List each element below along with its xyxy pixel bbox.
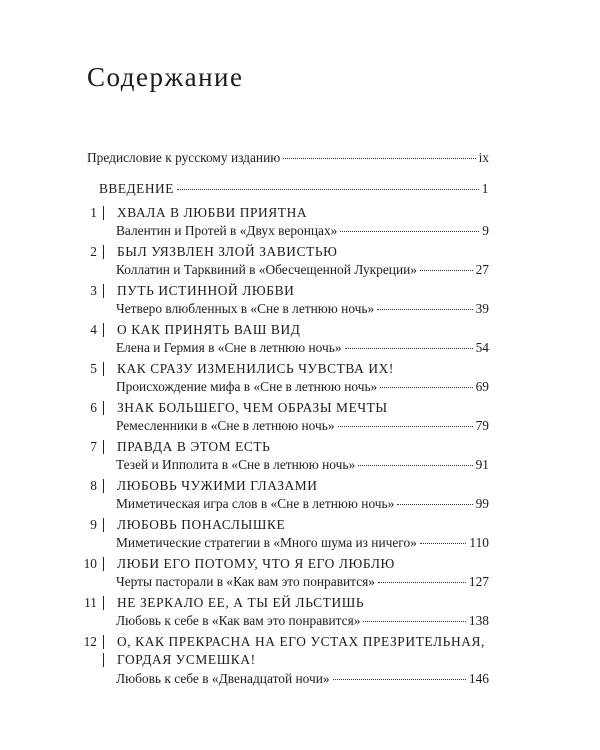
- chapter-title: ПУТЬ ИСТИННОЙ ЛЮБВИ: [117, 283, 295, 298]
- chapter-number: 3: [90, 283, 97, 298]
- chapter-title: ПРАВДА В ЭТОМ ЕСТЬ: [117, 439, 271, 454]
- toc-page-number: ix: [478, 150, 489, 165]
- dot-leader: [338, 425, 473, 427]
- chapter-subtitle-text: Миметические стратегии в «Много шума из ничего»: [116, 535, 417, 550]
- toc-page-number: 91: [475, 457, 489, 472]
- chapter-subtitle-text: Происхождение мифа в «Сне в летнюю ночь»: [116, 379, 378, 394]
- chapter-subtitle: [116, 262, 489, 278]
- toc-entry-text: Предисловие к русскому изданию: [87, 150, 281, 165]
- chapter-subtitle-text: Любовь к себе в «Двенадцатой ночи»: [116, 671, 330, 686]
- chapter-subtitle-text: Четверо влюбленных в «Сне в летнюю ночь»: [116, 301, 375, 316]
- chapter-subtitle: [116, 301, 489, 317]
- separator-bar: [103, 440, 104, 454]
- chapter-number: 11: [84, 595, 97, 610]
- chapter-number: 10: [83, 556, 97, 571]
- chapter-subtitle: [116, 340, 489, 356]
- dot-leader: [283, 157, 475, 159]
- chapter-number: 4: [90, 322, 97, 337]
- chapter-subtitle-text: Черты пасторали в «Как вам это понравится»: [116, 574, 375, 589]
- dot-leader: [333, 678, 466, 680]
- chapter-number: 8: [90, 478, 97, 493]
- dot-leader: [363, 620, 465, 622]
- toc-entry-preface[interactable]: [87, 150, 489, 166]
- chapter-subtitle-text: Тезей и Ипполита в «Сне в летнюю ночь»: [116, 457, 356, 472]
- chapter-title: БЫЛ УЯЗВЛЕН ЗЛОЙ ЗАВИСТЬЮ: [117, 244, 338, 259]
- toc-page-number: 9: [482, 223, 489, 238]
- chapter-subtitle-text: Коллатин и Тарквиний в «Обесчещенной Лукреции»: [116, 262, 417, 277]
- toc-page-number: 1: [481, 181, 489, 196]
- toc-page-number: 138: [468, 613, 489, 628]
- chapter-number: 7: [90, 439, 97, 454]
- chapter-subtitle-text: Ремесленники в «Сне в летнюю ночь»: [116, 418, 335, 433]
- separator-bar: [103, 557, 104, 571]
- chapter-title: НЕ ЗЕРКАЛО ЕЕ, А ТЫ ЕЙ ЛЬСТИШЬ: [117, 595, 365, 610]
- chapter-subtitle: [116, 671, 489, 687]
- chapter-subtitle: [116, 574, 489, 590]
- toc-entry-text: ВВЕДЕНИЕ: [99, 181, 174, 196]
- separator-bar: [103, 518, 104, 532]
- toc-page-number: 39: [475, 301, 489, 316]
- page-title: Содержание: [87, 62, 244, 92]
- dot-leader: [358, 464, 472, 466]
- chapter-number: 2: [90, 244, 97, 259]
- separator-bar: [103, 479, 104, 493]
- dot-leader: [397, 503, 472, 505]
- separator-bar: [103, 206, 104, 220]
- toc-page-number: 110: [469, 535, 489, 550]
- dot-leader: [380, 386, 472, 388]
- chapter-subtitle: [116, 379, 489, 395]
- chapter-number: 9: [90, 517, 97, 532]
- chapter-subtitle: [116, 457, 489, 473]
- chapter-title-continued: ГОРДАЯ УСМЕШКА!: [117, 652, 256, 667]
- separator-bar: [103, 245, 104, 259]
- dot-leader: [177, 188, 479, 190]
- toc-page-number: 79: [475, 418, 489, 433]
- toc-page-number: 99: [475, 496, 489, 511]
- dot-leader: [420, 542, 467, 544]
- dot-leader: [345, 347, 473, 349]
- chapter-title: КАК СРАЗУ ИЗМЕНИЛИСЬ ЧУВСТВА ИХ!: [117, 361, 394, 376]
- chapter-subtitle: [116, 613, 489, 629]
- chapter-title: ЗНАК БОЛЬШЕГО, ЧЕМ ОБРАЗЫ МЕЧТЫ: [117, 400, 388, 415]
- separator-bar: [103, 362, 104, 376]
- chapter-subtitle-text: Елена и Гермия в «Сне в летнюю ночь»: [116, 340, 342, 355]
- separator-bar: [103, 635, 104, 649]
- chapter-number: 6: [90, 400, 97, 415]
- separator-bar: [103, 323, 104, 337]
- chapter-subtitle: [116, 535, 489, 551]
- chapter-title: ЛЮБОВЬ ПОНАСЛЫШКЕ: [117, 517, 286, 532]
- chapter-title: О КАК ПРИНЯТЬ ВАШ ВИД: [117, 322, 301, 337]
- dot-leader: [377, 308, 472, 310]
- separator-bar: [103, 653, 104, 667]
- toc-page-number: 146: [468, 671, 489, 686]
- separator-bar: [103, 401, 104, 415]
- chapter-subtitle-text: Валентин и Протей в «Двух веронцах»: [116, 223, 338, 238]
- dot-leader: [420, 269, 473, 271]
- toc-page-number: 127: [468, 574, 489, 589]
- chapter-title: ЛЮБОВЬ ЧУЖИМИ ГЛАЗАМИ: [117, 478, 318, 493]
- chapter-title: О, КАК ПРЕКРАСНА НА ЕГО УСТАХ ПРЕЗРИТЕЛЬНАЯ,: [117, 634, 485, 649]
- toc-page-number: 69: [475, 379, 489, 394]
- dot-leader: [378, 581, 466, 583]
- chapter-number: 1: [90, 205, 97, 220]
- toc-entry-introduction[interactable]: [99, 181, 489, 197]
- separator-bar: [103, 596, 104, 610]
- chapter-number: 12: [83, 634, 97, 649]
- toc-page-number: 54: [475, 340, 489, 355]
- chapter-subtitle-text: Миметическая игра слов в «Сне в летнюю ночь»: [116, 496, 395, 511]
- chapter-title: ЛЮБИ ЕГО ПОТОМУ, ЧТО Я ЕГО ЛЮБЛЮ: [117, 556, 395, 571]
- chapter-title: ХВАЛА В ЛЮБВИ ПРИЯТНА: [117, 205, 308, 220]
- separator-bar: [103, 284, 104, 298]
- chapter-subtitle-text: Любовь к себе в «Как вам это понравится»: [116, 613, 361, 628]
- chapter-number: 5: [90, 361, 97, 376]
- chapter-subtitle: [116, 496, 489, 512]
- chapter-subtitle: [116, 418, 489, 434]
- chapter-subtitle: [116, 223, 489, 239]
- dot-leader: [340, 230, 479, 232]
- toc-page-number: 27: [475, 262, 489, 277]
